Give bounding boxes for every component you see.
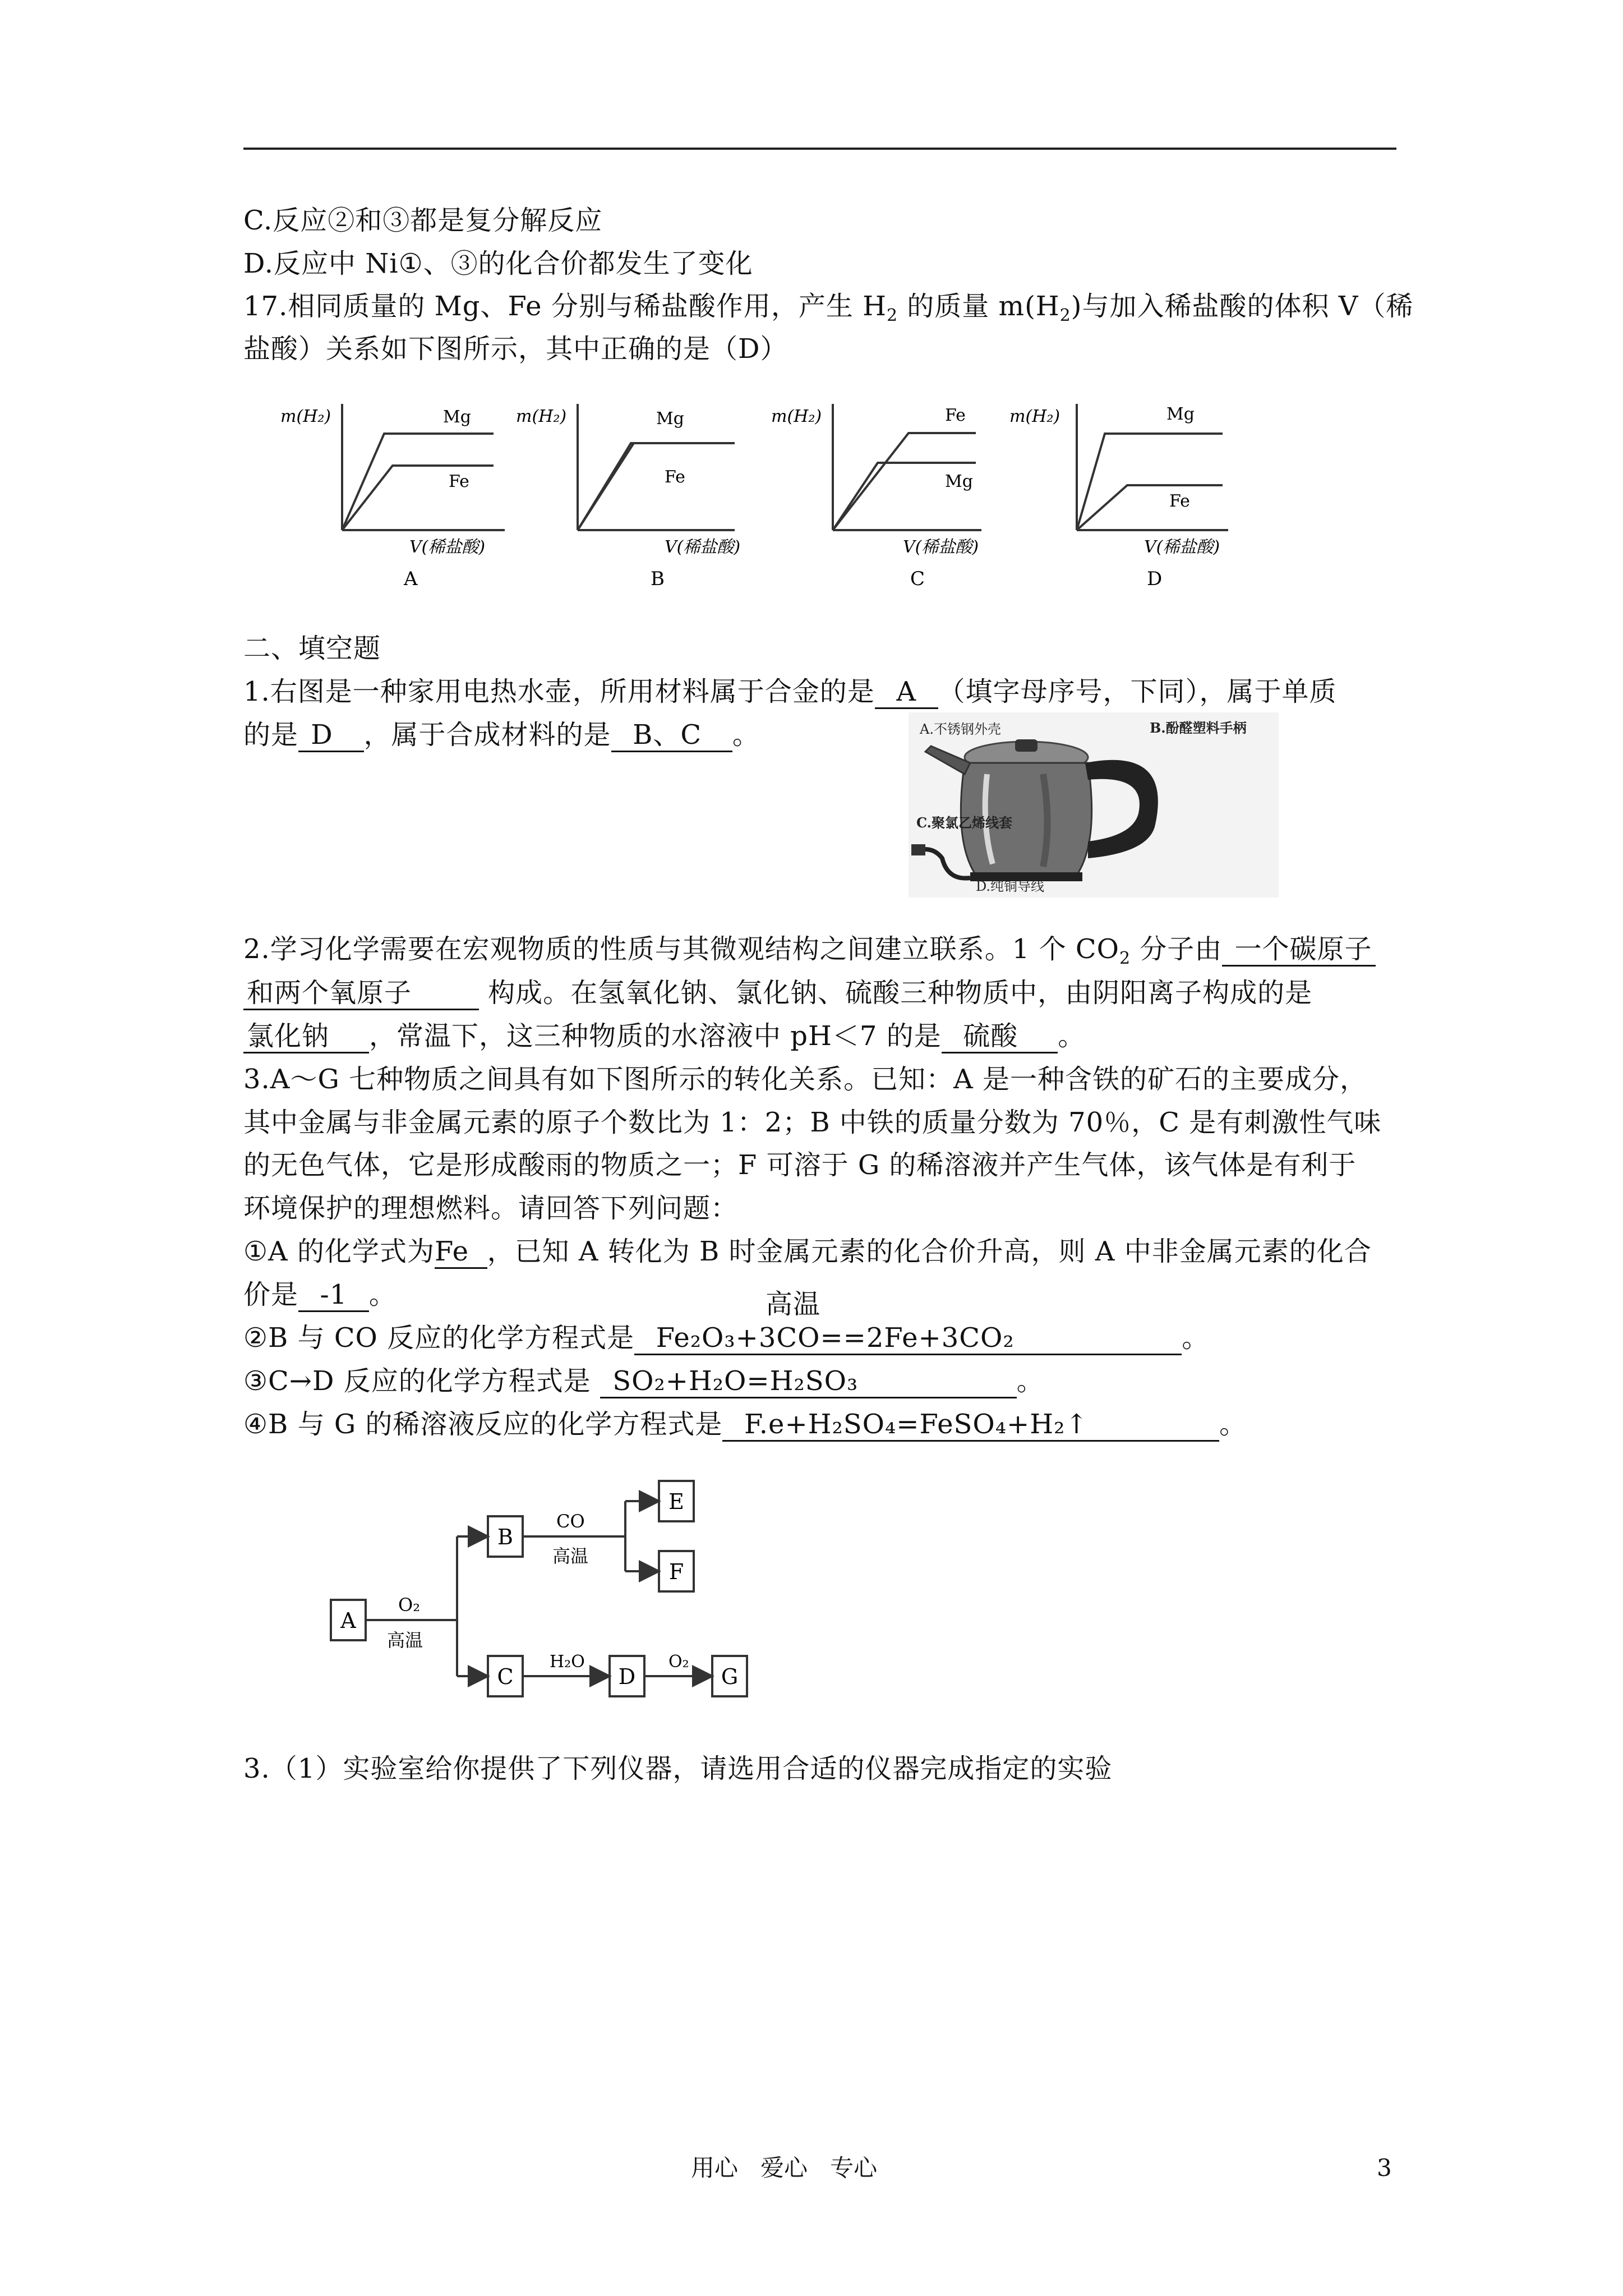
q1-answer-alloy: A <box>875 676 938 709</box>
q17-graphs <box>269 387 1251 600</box>
q2-line-2: 和两个氧原子 构成。在氢氧化钠、氯化钠、硫酸三种物质中，由阴阳离子构成的是 <box>243 976 1312 1010</box>
box-b-label: B <box>497 1525 513 1549</box>
graph-a-ylabel: m(H₂) <box>280 407 331 426</box>
footer-motto: 用心 爱心 专心 <box>691 2154 878 2182</box>
box-f-label: F <box>668 1559 684 1584</box>
graph-d-letter: D <box>1147 568 1163 590</box>
graph-d-xlabel: V(稀盐酸) <box>1144 537 1220 557</box>
q3-answer-eq1: Fe₂O₃+3CO==2Fe+3CO₂ <box>634 1322 1182 1355</box>
graph-c-xlabel: V(稀盐酸) <box>903 537 979 557</box>
graph-a-top-line <box>342 434 494 530</box>
graph-b-top-line <box>578 443 735 530</box>
graph-a-bottom-label: Fe <box>449 472 469 491</box>
q3-item-2: ②B 与 CO 反应的化学方程式是 Fe₂O₃+3CO==2Fe+3CO₂ 。 <box>243 1321 1209 1355</box>
q2-answer-1b: 和两个氧原子 <box>243 977 479 1010</box>
kettle-label-d: D.纯铜导线 <box>976 878 1045 894</box>
q3-item-1-cont: 价是 -1 。 <box>243 1278 396 1312</box>
q2-answer-2: 氯化钠 <box>243 1020 369 1053</box>
q3-answer-valence: -1 <box>298 1279 369 1312</box>
box-e-label: E <box>668 1489 684 1514</box>
graph-d-ylabel: m(H₂) <box>1009 407 1061 426</box>
section-title: 二、填空题 <box>243 633 381 664</box>
graph-a-letter: A <box>404 568 418 590</box>
box-a-label: A <box>340 1608 356 1633</box>
q3-line-2: 其中金属与非金属元素的原子个数比为 1：2；B 中铁的质量分数为 70％，C 是有刺激性气味 <box>243 1107 1382 1138</box>
graph-a <box>280 404 505 590</box>
q3-condition-gaowen: 高温 <box>766 1289 821 1320</box>
graph-c-ylabel: m(H₂) <box>771 407 822 426</box>
q3-line-4: 环境保护的理想燃料。请回答下列问题： <box>243 1193 739 1224</box>
graph-c-top-label: Fe <box>945 406 966 425</box>
graph-d-top-label: Mg <box>1166 404 1195 424</box>
kettle-label-c: C.聚氯乙烯线套 <box>916 815 1013 831</box>
graph-b-xlabel: V(稀盐酸) <box>665 537 741 557</box>
arrow-b-co: CO <box>556 1511 585 1532</box>
graph-c-bottom-label: Mg <box>945 472 973 491</box>
q3-item-1: ①A 的化学式为Fe ，已知 A 转化为 B 时金属元素的化合价升高，则 A 中非金属元素的化合 <box>243 1235 1372 1269</box>
q3-line-1: 3.A～G 七种物质之间具有如下图所示的转化关系。已知：A 是一种含铁的矿石的主要成分， <box>243 1064 1367 1095</box>
arrow-c-h2o: H₂O <box>550 1652 585 1672</box>
q2-answer-3: 硫酸 <box>942 1020 1058 1053</box>
arrow-a-gaowen: 高温 <box>387 1630 423 1651</box>
graph-b-bottom-line <box>578 443 634 530</box>
graph-a-xlabel: V(稀盐酸) <box>409 537 486 557</box>
q1-line-2: 的是 D ，属于合成材料的是 B、C 。 <box>243 718 760 752</box>
graph-b-top-label: Mg <box>656 409 684 429</box>
conversion-diagram <box>314 1464 774 1711</box>
kettle-label-a: A.不锈钢外壳 <box>920 721 1001 737</box>
graph-b-letter: B <box>651 568 665 590</box>
graph-d-bottom-line <box>1077 485 1223 530</box>
q3-answer-eq3: F.e+H₂SO₄=FeSO₄+H₂↑ <box>722 1409 1219 1442</box>
arrow-b-gaowen: 高温 <box>552 1545 589 1567</box>
q1-answer-element: D <box>298 719 364 752</box>
q3-line-3: 的无色气体，它是形成酸雨的物质之一；F 可溶于 G 的稀溶液并产生气体，该气体是有利于 <box>243 1149 1357 1181</box>
q16-option-d: D.反应中 Ni①、③的化合价都发生了变化 <box>243 248 753 279</box>
header-rule <box>243 148 1396 150</box>
q2-line-3: 氯化钠 ，常温下，这三种物质的水溶液中 pH＜7 的是 硫酸 。 <box>243 1019 1085 1053</box>
q3-answer-eq2: SO₂+H₂O=H₂SO₃ <box>600 1365 1017 1398</box>
q17-line-2: 盐酸）关系如下图所示，其中正确的是（D） <box>243 333 788 365</box>
graph-d <box>1009 404 1228 590</box>
kettle-label-b: B.酚醛塑料手柄 <box>1150 720 1247 736</box>
kettle-picture <box>909 712 1279 898</box>
q1-line-1: 1.右图是一种家用电热水壶，所用材料属于合金的是 A （填字母序号，下同），属于单质 <box>243 675 1337 709</box>
box-d-label: D <box>618 1664 636 1689</box>
box-c-label: C <box>497 1664 514 1689</box>
arrow-d-o2: O₂ <box>668 1652 689 1672</box>
graph-b <box>516 404 740 590</box>
graph-d-top-line <box>1077 434 1223 530</box>
q3b-line: 3.（1）实验室给你提供了下列仪器，请选用合适的仪器完成指定的实验 <box>243 1753 1113 1784</box>
graph-b-ylabel: m(H₂) <box>516 407 567 426</box>
q2-answer-1a: 一个碳原子 <box>1222 933 1375 967</box>
graph-a-top-label: Mg <box>443 407 471 427</box>
q1-answer-synthetic: B、C <box>611 719 732 752</box>
graph-c <box>771 404 981 590</box>
q3-answer-formula: Fe <box>435 1236 487 1269</box>
graph-b-bottom-label: Fe <box>665 467 685 487</box>
q3-item-3: ③C→D 反应的化学方程式是 SO₂+H₂O=H₂SO₃ 。 <box>243 1364 1044 1398</box>
graph-c-letter: C <box>910 568 925 590</box>
q3-item-4: ④B 与 G 的稀溶液反应的化学方程式是 F.e+H₂SO₄=FeSO₄+H₂↑ 。 <box>243 1407 1247 1442</box>
arrow-a-o2: O₂ <box>398 1594 421 1616</box>
graph-d-bottom-label: Fe <box>1169 491 1190 511</box>
page-number: 3 <box>1377 2154 1392 2182</box>
q2-line-1: 2.学习化学需要在宏观物质的性质与其微观结构之间建立联系。1 个 $CO_2$ 分子由 一个碳原子 <box>243 932 1376 976</box>
box-g-label: G <box>721 1664 739 1689</box>
q16-option-c: C.反应②和③都是复分解反应 <box>243 205 603 236</box>
q17-line-1: 17.相同质量的 Mg、Fe 分别与稀盐酸作用，产生 $H_2$ 的质量 $m(H_2)$与加入稀盐酸的体积 V（稀 <box>243 291 1414 325</box>
